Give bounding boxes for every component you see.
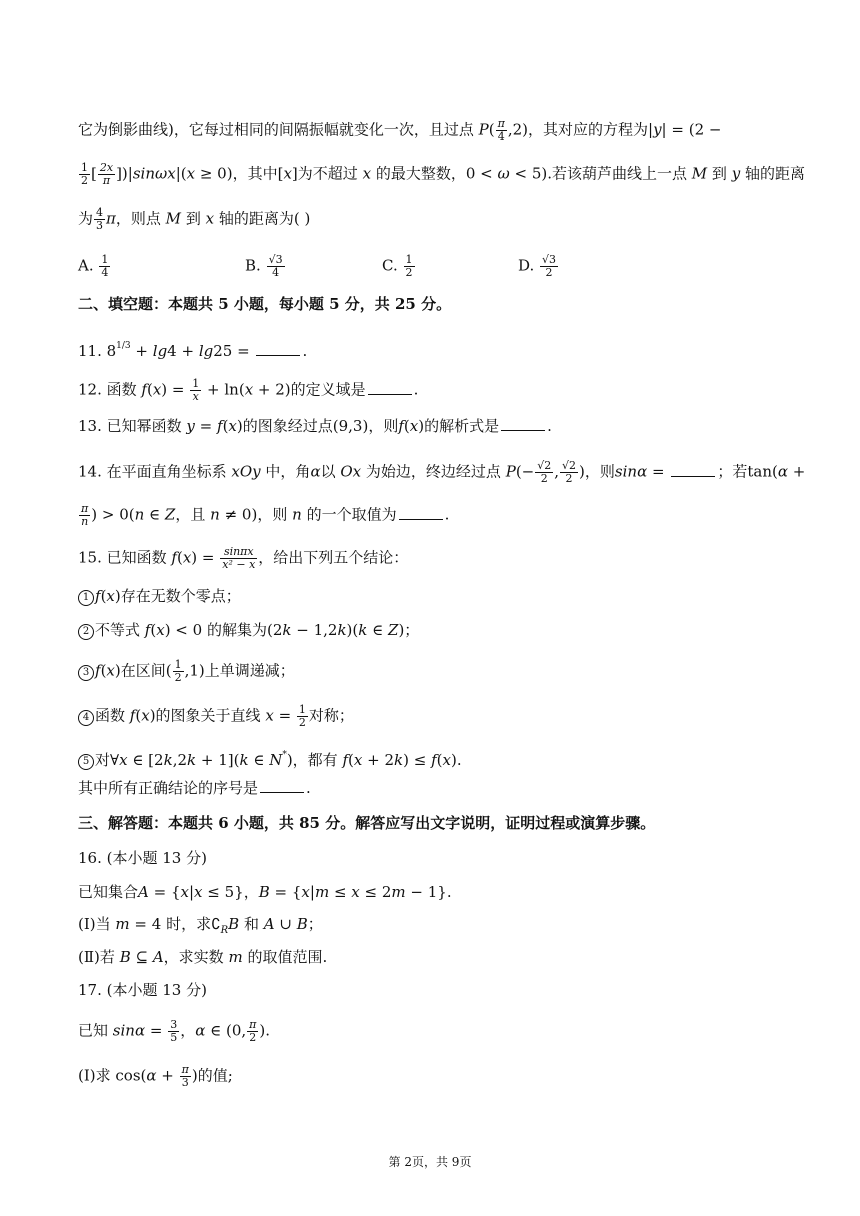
q10-text-1a: 它为倒影曲线)，它每过相同的间隔振幅就变化一次，且过点 [78,120,474,139]
question-17-given: 已知 sinα = $\frac{3}{5}$ ，α ∈ (0, $\frac{\pi}{2}$ ). [78,1018,271,1044]
q10-text-2e: 到 [711,164,727,183]
q10-option-b: B. $\frac{√3}{4}$ [245,253,283,279]
question-13: 13. 已知幂函数 y = f(x)的图象经过点(9,3)，则f(x)的解析式是 . [78,417,552,435]
question-12: 12. 函数 f(x) = $\frac{1}{x}$ + ln(x + 2)的定义域是 . [78,377,419,403]
question-15-intro: 15. 已知函数 f(x) = $\frac{\sin\pi x}{\text{x² − x}}$ ，给出下列五个结论： [78,545,409,571]
q15-conclusion-prompt: 其中所有正确结论的序号是 . [78,779,311,797]
q10-text-2d: .若该葫芦曲线上一点 [547,164,687,183]
q10-text-3b: ，则点 [115,209,161,228]
q10-text-2c: 的最大整数， [375,164,466,183]
question-17-part-1: (Ⅰ)求 cos(α + $\frac{\pi}{3}$ )的值; [78,1063,233,1089]
question-17-head: 17. (本小题 13 分) [78,981,207,999]
q15-conclusion-2: 2 不等式 f(x) < 0 的解集为(2k − 1,2k)(k ∈ Z)； [78,620,419,640]
question-16-part-2: (Ⅱ)若 B ⊆ A，求实数 m 的取值范围. [78,948,328,966]
q15-conclusion-3: 3 f(x)在区间( $\frac{1}{2}$ ,1)上单调递减； [78,659,295,684]
question-16-head: 16. (本小题 13 分) [78,849,207,867]
q15-conclusion-5: 5 对∀x ∈ [2k,2k + 1](k ∈ N*)，都有 f(x + 2k) ≤ f(x). [78,745,462,770]
section-3-heading: 三、解答题：本题共 6 小题，共 85 分。解答应写出文字说明，证明过程或演算步骤。 [78,814,656,832]
q10-text-3d: 轴的距离为( ) [218,209,311,228]
question-16-part-1: (Ⅰ)当 m = 4 时，求$∁_RB$ 和 A ∪ B； [78,915,323,936]
q10-text-2f: 轴的距离 [744,164,805,183]
q10-line-2: $\frac{1}{2}$ [ $\frac{2x}{\pi}$ ])|sinωx|(x ≥ 0)，其中[x]为不超过 x 的最大整数，0 < ω < 5).若该葫芦曲线上一点 M 到 y 轴的距离 [81,161,805,187]
q10-option-c: C. $\frac{1}{2}$ [382,253,413,279]
section-2-heading: 二、填空题：本题共 5 小题，每小题 5 分，共 25 分。 [78,295,452,313]
q10-text-3a: 为 [78,209,94,228]
q10-line-1: 它为倒影曲线)，它每过相同的间隔振幅就变化一次，且过点 P( $\frac{\pi}{4}$ ,2)，其对应的方程为|y| = (2 − [78,117,722,143]
q10-line-3: 为 $\frac{4}{3}$ π，则点 M 到 x 轴的距离为( ) [78,206,311,232]
question-14-line-2: $\frac{\pi}{n}$ ) > 0(n ∈ Z，且 n ≠ 0)，则 n 的一个取值为 . [81,502,450,528]
q15-conclusion-1: 1 f(x)存在无数个零点； [78,586,241,606]
q10-text-3c: 到 [185,209,201,228]
question-11: 11. $8^{1/3} + \lg 4 + \lg 25$ = . [78,341,308,360]
q10-text-2a: ，其中 [232,164,278,183]
question-16-given: 已知集合A = {x|x ≤ 5}，B = {x|m ≤ x ≤ 2m − 1}. [78,883,452,901]
question-14-line-1: 14. 在平面直角坐标系 xOy 中，角α以 Ox 为始边，终边经过点 P(− $\frac{√2}{2}$ , $\frac{√2}{2}$ )，则sinα = ；若tan(α + [78,459,806,485]
page-footer: 第 2页，共 9页 [388,1155,472,1169]
q10-option-d: D. $\frac{√3}{2}$ [518,253,557,279]
q10-text-1b: ，其对应的方程为 [528,120,649,139]
q15-conclusion-4: 4 函数 f(x)的图象关于直线 x = $\frac{1}{2}$ 对称； [78,704,354,729]
q10-text-2b: 为不超过 [297,164,358,183]
q10-option-a: A. $\frac{1}{4}$ [78,253,109,279]
